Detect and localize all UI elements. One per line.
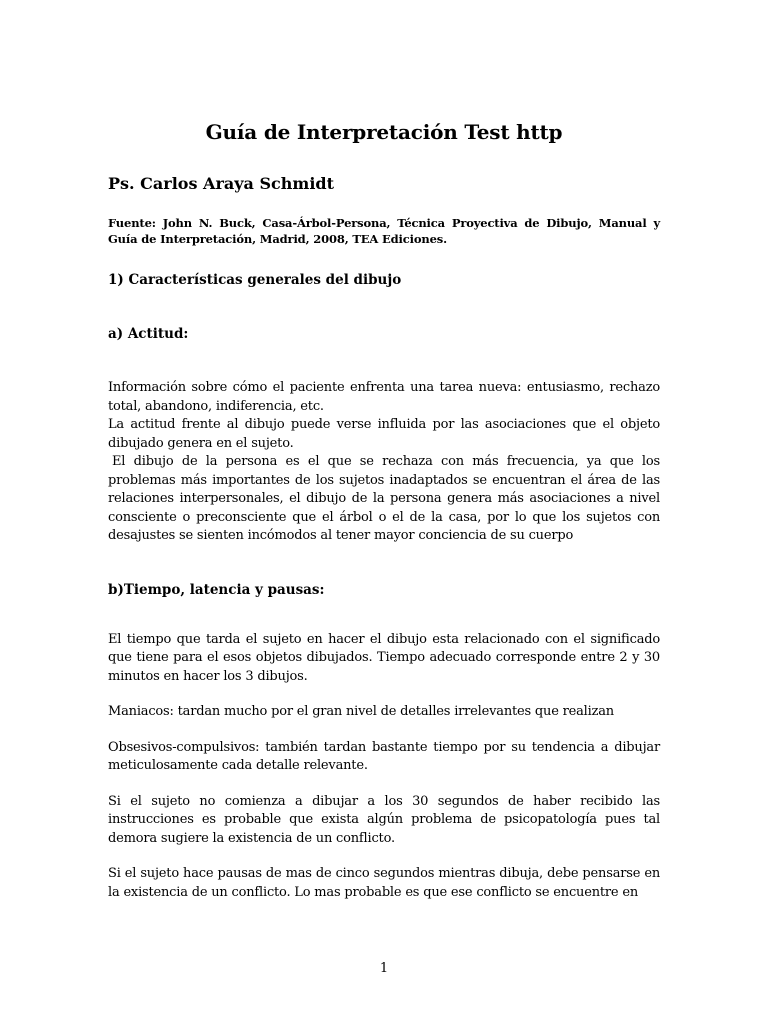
paragraph: Información sobre cómo el paciente enfrenta una tarea nueva: entusiasmo, rechazo total, abandono, indiferencia, etc. bbox=[108, 380, 660, 414]
paragraph: La actitud frente al dibujo puede verse influida por las asociaciones que el objeto dibujado genera en el sujeto. bbox=[108, 417, 660, 451]
paragraph: El dibujo de la persona es el que se rechaza con más frecuencia, ya que los problemas más importantes de los sujetos inadaptados se encuentran el área de las relaciones interpersonales, el dibujo de la persona genera más asociaciones a nivel consciente o preconsciente que el árbol o el de la casa, por lo que los sujetos con desajustes se sienten incómodos al tener mayor conciencia de su cuerpo bbox=[108, 454, 660, 543]
section-heading-general: 1) Características generales del dibujo bbox=[108, 272, 402, 288]
source-citation: Fuente: John N. Buck, Casa-Árbol-Persona, Técnica Proyectiva de Dibujo, Manual y Guía de Interpretación, Madrid, 2008, TEA Ediciones. bbox=[108, 216, 660, 246]
actitud-paragraphs bbox=[108, 379, 660, 546]
paragraph: Si el sujeto no comienza a dibujar a los 30 segundos de haber recibido las instrucciones es probable que exista algún problema de psicopatología pues tal demora sugiere la existencia de un conflicto. bbox=[108, 793, 660, 846]
paragraph: Maniacos: tardan mucho por el gran nivel de detalles irrelevantes que realizan bbox=[108, 704, 614, 719]
document-title: Guía de Interpretación Test http bbox=[205, 120, 563, 144]
author-line: Ps. Carlos Araya Schmidt bbox=[108, 174, 334, 193]
page-number: 1 bbox=[379, 961, 389, 976]
subsection-heading-actitud: a) Actitud: bbox=[108, 326, 189, 342]
paragraph: El tiempo que tarda el sujeto en hacer el dibujo esta relacionado con el significado que tiene para el esos objetos dibujados. Tiempo adecuado corresponde entre 2 y 30 minutos en hacer los 3 dibujos. bbox=[108, 631, 660, 684]
paragraph: Obsesivos-compulsivos: también tardan bastante tiempo por su tendencia a dibujar meticulosamente cada detalle relevante. bbox=[108, 739, 660, 773]
tiempo-paragraphs bbox=[108, 631, 660, 903]
subsection-heading-tiempo: b)Tiempo, latencia y pausas: bbox=[108, 581, 325, 598]
paragraph: Si el sujeto hace pausas de mas de cinco segundos mientras dibuja, debe pensarse en la existencia de un conflicto. Lo mas probable es que ese conflicto se encuentre en bbox=[108, 866, 660, 900]
page-content bbox=[108, 118, 660, 902]
